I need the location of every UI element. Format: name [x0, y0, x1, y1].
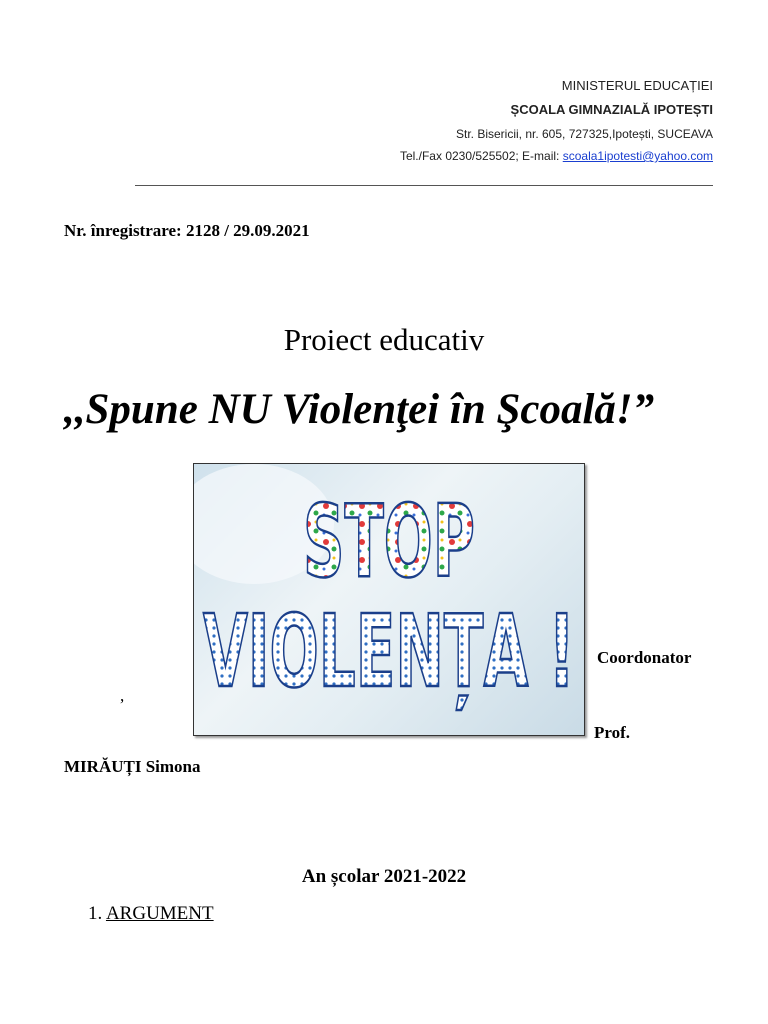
poster-line2: VIOLENȚA ! [203, 593, 575, 710]
header-divider [135, 185, 713, 186]
coordinator-name: MIRĂUȚI Simona [64, 757, 201, 776]
stop-violence-poster [193, 463, 585, 736]
section-title: ARGUMENT [105, 903, 214, 924]
poster-line1: STOP [303, 483, 475, 600]
project-title: ,,Spune NU Violenţei în Şcoală!” [64, 386, 655, 433]
ministry-name: MINISTERUL EDUCAȚIEI [561, 78, 713, 93]
school-contact [400, 149, 713, 163]
stray-comma: , [120, 686, 125, 705]
school-address: Str. Bisericii, nr. 605, 727325,Ipotești, SUCEAVA [455, 127, 713, 141]
contact-prefix: Tel./Fax 0230/525502; E-mail: [399, 149, 563, 163]
coordinator-label: Coordonator [597, 648, 692, 667]
section-heading [88, 903, 214, 925]
school-year: An școlar 2021-2022 [301, 866, 467, 887]
registration-number: Nr. înregistrare: 2128 / 29.09.2021 [64, 221, 310, 240]
section-number: 1. [88, 903, 103, 924]
coordinator-title: Prof. [594, 723, 631, 742]
email-link[interactable]: scoala1ipotesti@yahoo.com [562, 149, 713, 163]
school-name: ȘCOALA GIMNAZIALĂ IPOTEȘTI [510, 102, 713, 117]
project-label: Proiect educativ [283, 322, 485, 357]
